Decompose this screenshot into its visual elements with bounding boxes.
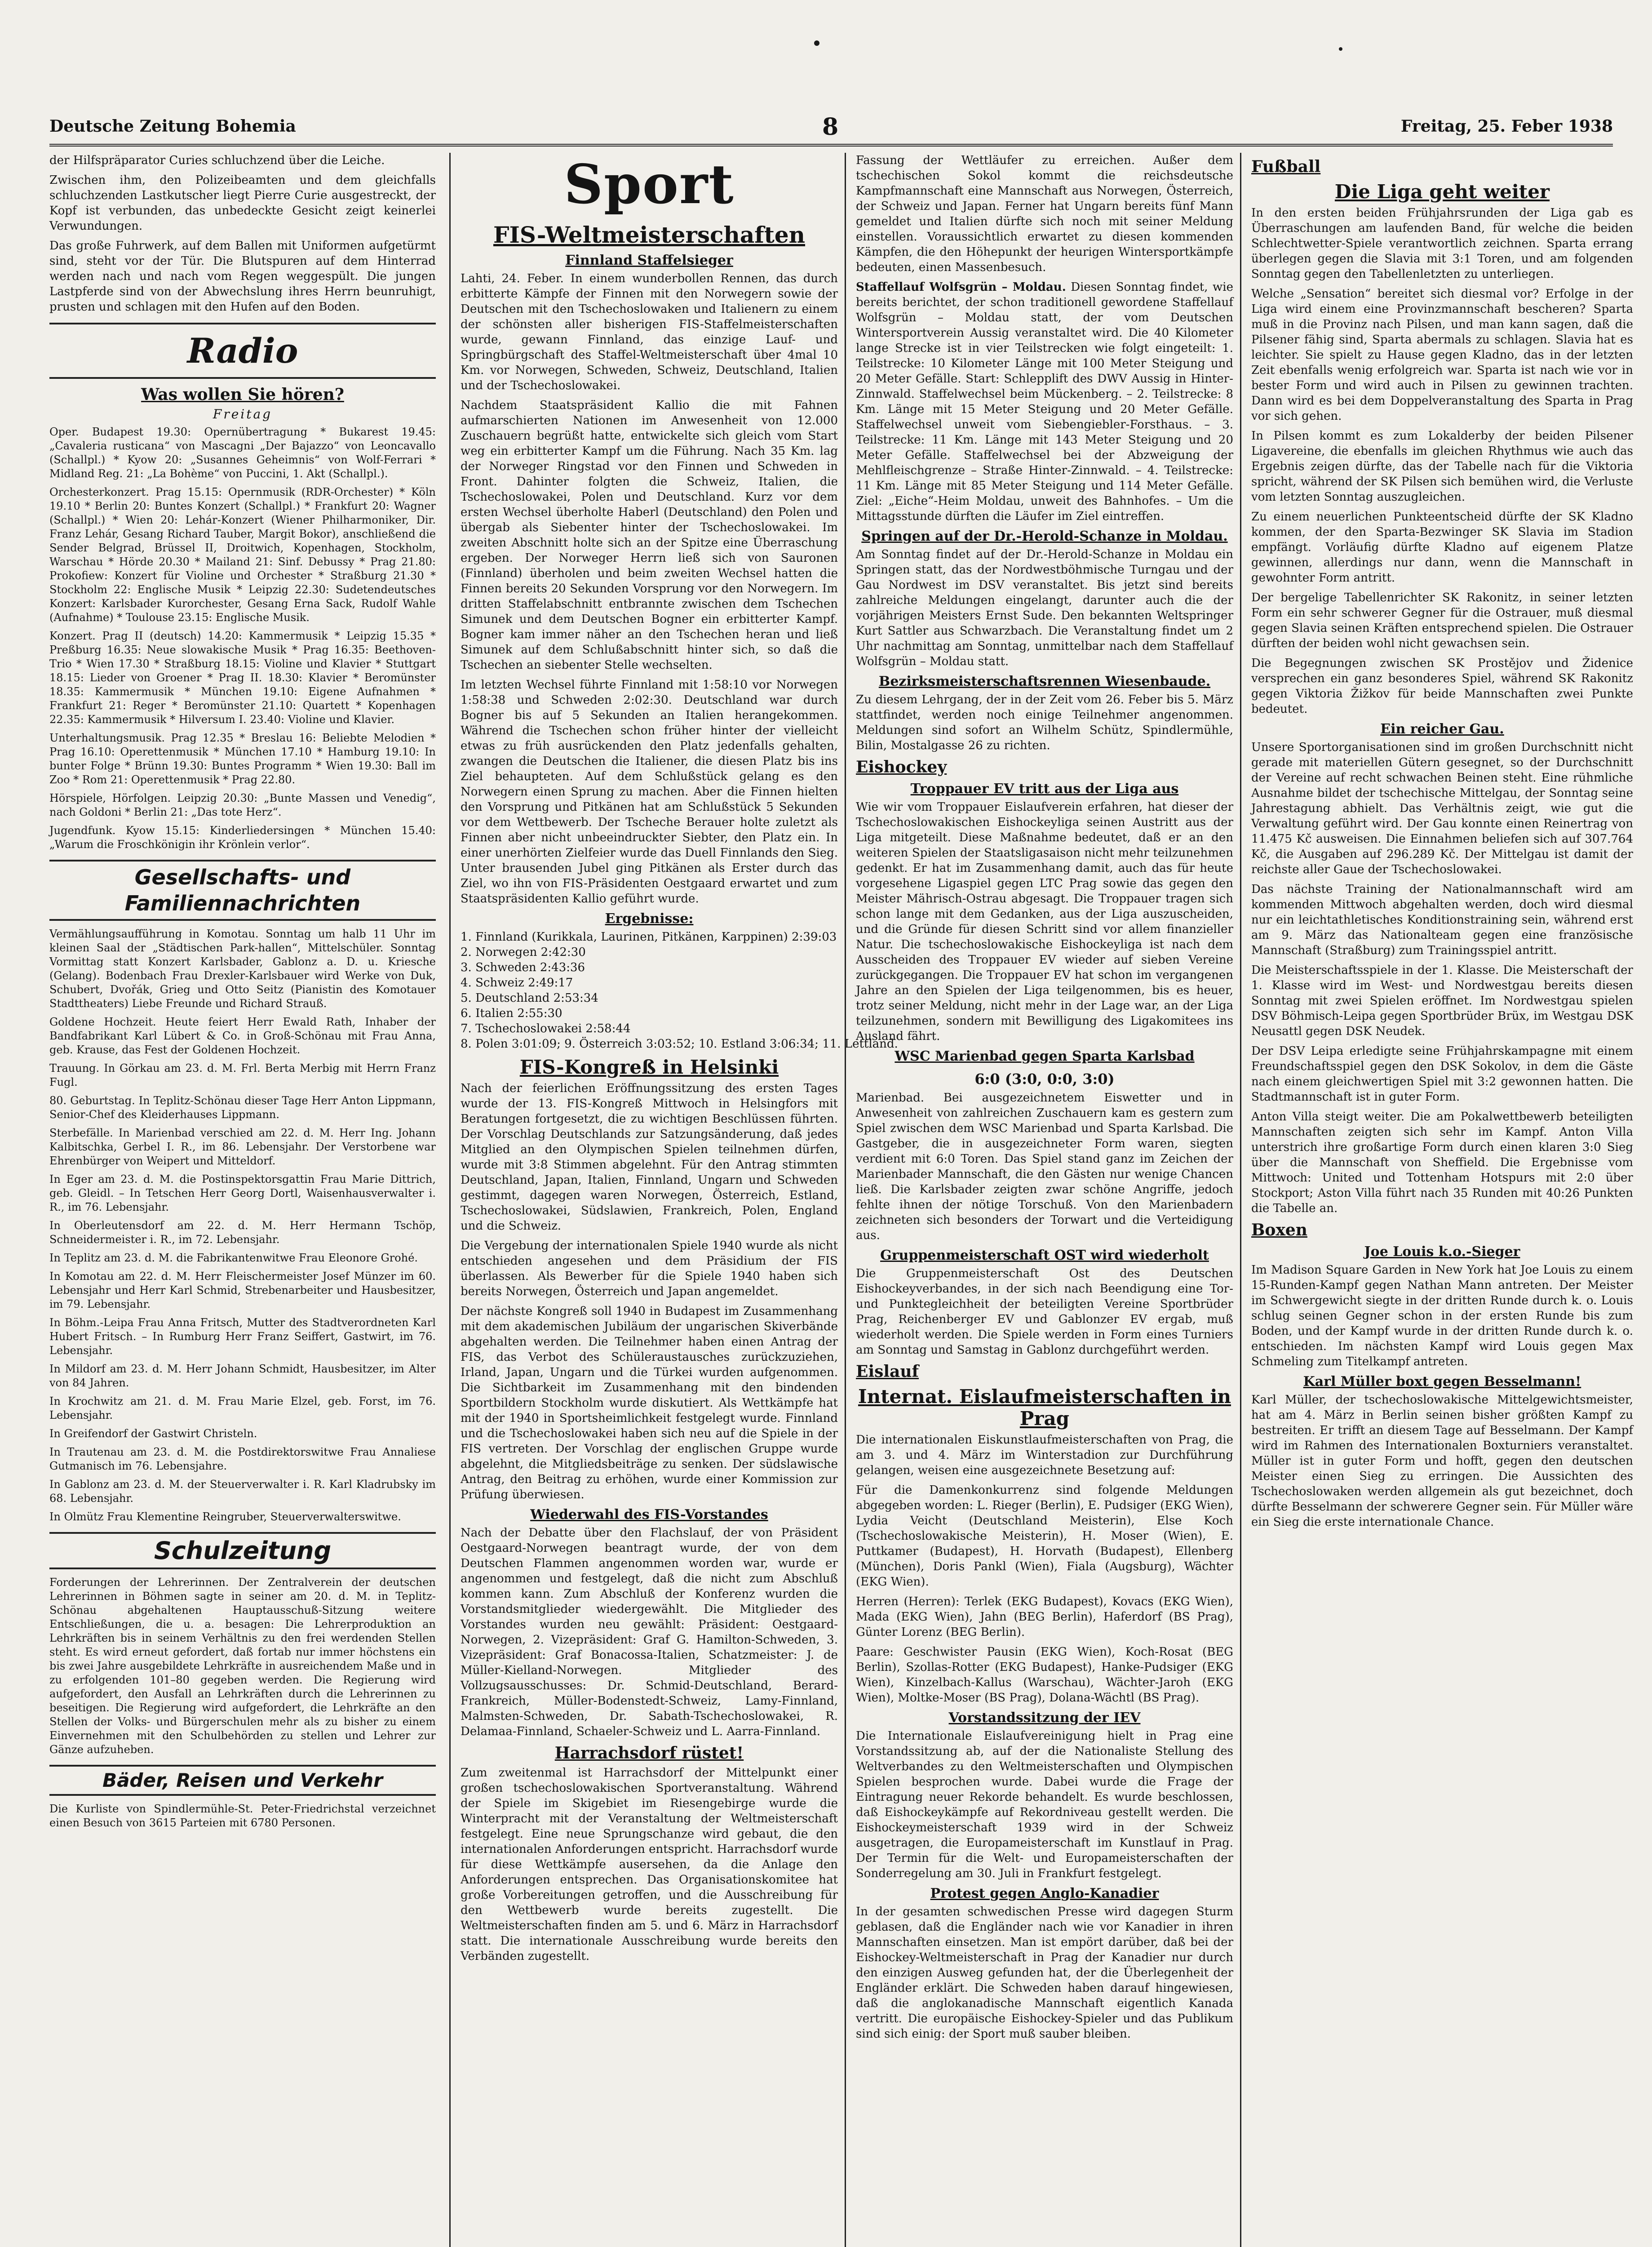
family-news-item: Trauung. In Görkau am 23. d. M. Frl. Berta Merbig mit Herrn Franz Fugl. bbox=[49, 1062, 436, 1088]
article-paragraph: Die Gruppenmeisterschaft Ost des Deutschen Eishockeyverbandes, in der sich nach Beendigung eine Tor- und Punktegleichheit der beteiligten Vereine Sportbrüder Prag, Reichenberger EV und Gablonzer EV ergab, muß wiederholt werden. Die Spiele werden in Form eines Turniers am Sonntag und Samstag in Gablonz durchgeführt werden. bbox=[856, 1267, 1233, 1357]
radio-program-item: Unterhaltungsmusik. Prag 12.35 * Breslau 16: Beliebte Melodien * Prag 16.10: Operettenmusik * München 17.10 * Hamburg 19.10: In bunter Folge * Brünn 19.30: Buntes Programm * Wien 19.30: Ball im Zoo * Rom 21: Operettenmusik * Prag 22.80. bbox=[49, 732, 436, 786]
family-news-item: In Mildorf am 23. d. M. Herr Johann Schmidt, Hausbesitzer, im Alter von 84 Jahren. bbox=[49, 1363, 436, 1389]
paper-name: Deutsche Zeitung Bohemia bbox=[49, 117, 296, 136]
result-line: 8. Polen 3:01:09; 9. Österreich 3:03:52; 10. Estland 3:06:34; 11. Lettland. bbox=[461, 1037, 898, 1051]
fussball-section-title: Fußball bbox=[1251, 157, 1321, 176]
family-news-item: In Olmütz Frau Klementine Reingruber, Steuerverwalterswitwe. bbox=[49, 1510, 401, 1523]
radio-program-item: Oper. Budapest 19.30: Opernübertragung * Bukarest 19.45: „Cavaleria rusticana“ von Mascagni „Der Bajazzo“ von Leoncavallo (Schallpl.) * Kyow 20: „Susannes Geheimnis“ von Wolf-Ferrari * Midland Reg. 21: „La Bohème“ von Puccini, 1. Akt (Schallpl.). bbox=[49, 426, 436, 480]
column-4 bbox=[1240, 153, 1633, 2247]
article-paragraph: Zum zweitenmal ist Harrachsdorf der Mittelpunkt einer großen tschechoslowakischen Sportveranstaltung. Während der Spiele im Skigebiet im Riesengebirge wurde die Winterpracht mit der Veranstaltung der Weltmeisterschaft festgelegt. Eine neue Sprungschanze wird gebaut, die den internationalen Anforderungen entspricht. Harrachsdorf wurde für diese Wettkämpfe ausersehen, da die Anlage den Anforderungen entsprechen. Das Organisationskomitee hat große Vorbereitungen getroffen, und die Ausschreibung für den Wettbewerb wurde bereits zugestellt. Die Weltmeisterschaften finden am 5. und 6. März in Harrachsdorf statt. Die internationale Ausschreibung wurde bereits den Verbänden zugestellt. bbox=[461, 1766, 838, 1963]
family-news-item: In Trautenau am 23. d. M. die Postdirektorswitwe Frau Annaliese Gutmanisch im 76. Lebensjahre. bbox=[49, 1446, 436, 1472]
school-news-title: Schulzeitung bbox=[49, 1532, 436, 1569]
article-headline: FIS-Kongreß in Helsinki bbox=[519, 1056, 779, 1078]
ink-speck bbox=[1339, 47, 1342, 51]
article-headline: Die Liga geht weiter bbox=[1334, 181, 1550, 203]
radio-section-title: Radio bbox=[49, 323, 436, 379]
family-news-title: Gesellschafts- und Familiennachrichten bbox=[49, 860, 436, 921]
result-line: 4. Schweiz 2:49:17 bbox=[461, 976, 573, 990]
results-list bbox=[461, 929, 898, 1052]
article-subheadline: WSC Marienbad gegen Sparta Karlsbad bbox=[895, 1048, 1195, 1064]
result-line: 1. Finnland (Kurikkala, Laurinen, Pitkänen, Karppinen) 2:39:03 bbox=[461, 930, 837, 944]
family-news-item: In Oberleutensdorf am 22. d. M. Herr Hermann Tschöp, Schneidermeister i. R., im 72. Lebensjahr. bbox=[49, 1219, 436, 1246]
article-paragraph: Im Madison Square Garden in New York hat Joe Louis zu einem 15-Runden-Kampf gegen Nathan Mann antreten. Der Meister im Schwergewicht siegte in der dritten Runde durch k. o. Louis schlug seinen Gegner schon in der ersten Runde bis zum Boden, und der Kampf wurde in der dritten Runde durch k. o. entschieden. Im nächsten Kampf wird Louis gegen Max Schmeling zum Titelkampf antreten. bbox=[1251, 1263, 1633, 1368]
article-paragraph: Marienbad. Bei ausgezeichnetem Eiswetter und in Anwesenheit von zahlreichen Zuschauern kam es gestern zum Spiel zwischen dem WSC Marienbad und Sparta Karlsbad. Die Gastgeber, die in ausgezeichneter Form waren, siegten verdient mit 6:0 Toren. Das Spiel stand ganz im Zeichen der Marienbader Mannschaft, die den Gästen nur wenige Chancen ließ. Die Karlsbader zeigten zwar schöne Angriffe, jedoch fehlte ihnen der nötige Torschuß. Von den Marienbadern zeichneten sich besonders der Torwart und die Verteidigung aus. bbox=[856, 1091, 1233, 1242]
radio-program-item: Konzert. Prag II (deutsch) 14.20: Kammermusik * Leipzig 15.35 * Preßburg 16.35: Neue slowakische Musik * Prag 16.35: Beethoven-Trio * Wien 17.30 * Straßburg 18.15: Violine und Klavier * Stuttgart 18.15: Lieder von Groener * Prag II. 18.30: Klavier * Beromünster 18.35: Kammermusik * München 19.10: Eigene Aufnahmen * Frankfurt 21: Reger * Beromünster 21.10: Quartett * Kopenhagen 22.35: Kammermusik * Hilversum I. 23.40: Violine und Klavier. bbox=[49, 630, 436, 726]
article-paragraph: Die Meisterschaftsspiele in der 1. Klasse. Die Meisterschaft der 1. Klasse wird im West- und Nordwestgau bereits diesen Sonntag mit zwei Spielen eröffnet. Im Nordwestgau spielen DSV Böhmisch-Leipa gegen Sportbrüder Brüx, im Westgau DSK Neusattl gegen DSK Neudek. bbox=[1251, 964, 1633, 1038]
article-paragraph bbox=[856, 280, 1233, 524]
family-news-item: In Greifendorf der Gastwirt Christeln. bbox=[49, 1427, 257, 1440]
article-subheadline: Wiederwahl des FIS-Vorstandes bbox=[530, 1507, 768, 1523]
ink-speck bbox=[814, 40, 819, 46]
result-line: 2. Norwegen 2:42:30 bbox=[461, 946, 586, 959]
intro-paragraph: Das große Fuhrwerk, auf dem Ballen mit Uniformen aufgetürmt sind, steht vor der Tür. Die Blutspuren auf dem Hinterrad werden nach und nach vom Regen weggespült. Die jungen Lastpferde sind von der Abwechslung ihres Herrn beunruhigt, prusten und schlagen mit den Hufen auf den Boden. bbox=[49, 239, 436, 314]
eislauf-section-title: Eislauf bbox=[856, 1362, 919, 1381]
inline-heading: Staffellauf Wolfsgrün – Moldau. bbox=[856, 280, 1066, 294]
travel-news-text: Die Kurliste von Spindlermühle-St. Peter-Friedrichstal verzeichnet einen Besuch von 3615 Parteien mit 6780 Personen. bbox=[49, 1803, 436, 1829]
article-paragraph: In Pilsen kommt es zum Lokalderby der beiden Pilsener Ligavereine, die ebenfalls im gleichen Rhythmus wie auch das Ergebnis zeigen dürfte, das der Tabelle nach für die Viktoria spricht, während der SK Pilsen sich bemühen wird, die Verluste vom letzten Sonntag auszugleichen. bbox=[1251, 429, 1633, 504]
intro-paragraph: Zwischen ihm, den Polizeibeamten und dem gleichfalls schluchzenden Lastkutscher liegt Pierre Curie ausgestreckt, der Kopf ist verbunden, das unbedeckte Gesicht zeigt keinerlei Verwundungen. bbox=[49, 173, 436, 233]
radio-program-item: Jugendfunk. Kyow 15.15: Kinderliedersingen * München 15.40: „Warum die Froschkönigin ihr Krönlein verlor“. bbox=[49, 824, 436, 851]
article-paragraph: Für die Damenkonkurrenz sind folgende Meldungen abgegeben worden: L. Rieger (Berlin), E. Pudsiger (EKG Wien), Lydia Veicht (Deutschland Meisterin), Else Koch (Tschechoslowakische Meisterin), H. Moser (Wien), E. Puttkamer (Budapest), H. Horvath (Budapest), Ellenberg (München), Doris Pankl (Wien), Fiala (Augsburg), Wächter (EKG Wien). bbox=[856, 1483, 1233, 1589]
article-paragraph: Der nächste Kongreß soll 1940 in Budapest im Zusammenhang mit dem akademischen Jubiläum der ungarischen Skiverbände abgehalten werden. Die Teilnehmer haben einen Antrag der FIS, das Verbot des Schüleraustausches zurückzuziehen, Irland, Japan, Ungarn und die Türkei wurden aufgenommen. Die Sichtbarkeit im Zusammenhang mit den bindenden Sportbildern Stockholm wurde diskutiert. Als Wettkämpfe hat mit der 1940 in Sportsheimlichkeit festgelegt wurde. Finnland und die Tschechoslowakei haben sich neu auf die Spiele in der FIS vertreten. Der Vorschlag der englischen Gruppe wurde abgelehnt, die Mitgliedsbeiträge zu senken. Der südslawische Antrag, den Beitrag zu erhöhen, wurde einer Kommission zur Prüfung überwiesen. bbox=[461, 1305, 838, 1501]
radio-question: Was wollen Sie hören? bbox=[141, 385, 344, 404]
article-subheadline: Protest gegen Anglo-Kanadier bbox=[930, 1886, 1159, 1901]
article-subheadline: Joe Louis k.o.-Sieger bbox=[1364, 1244, 1520, 1260]
article-paragraph: Das nächste Training der Nationalmannschaft wird am kommenden Mittwoch abgehalten werden, doch wird diesmal nur ein leichtathletisches Konditionstraining sein, während erst am 9. März das Nationalteam gegen eine französische Mannschaft (Straßburg) zum Trainingsspiel antritt. bbox=[1251, 883, 1633, 957]
article-paragraph: Lahti, 24. Feber. In einem wunderbollen Rennen, das durch erbitterte Kämpfe der Finnen mit den Norwegern sowie der Deutschen mit den Tschechoslowaken und Italienern zu einem der schönsten aller bisherigen FIS-Staffelmeisterschaften wurde, gewann Finnland, das einzige Lauf- und Springbürgschaft des Staffel-Weltmeisterschaft über 4mal 10 Km. vor Norwegen, Schweden, Schweiz, Deutschland, Italien und der Tschechoslowakei. bbox=[461, 272, 838, 392]
article-paragraph: Unsere Sportorganisationen sind im großen Durchschnitt nicht gerade mit materiellen Gütern gesegnet, so der Durchschnitt der Vereine auf recht schwachen Beinen steht. Eine rühmliche Ausnahme bildet der tschechische Mittelgau, der Sonntag seine Jahrestagung abhielt. Das Verhältnis zeigt, wie gut die Verwaltung geführt wird. Der Gau konnte einen Reinertrag von 11.475 Kč ausweisen. Die Einnahmen beliefen sich auf 307.764 Kč, die Ausgaben auf 296.289 Kč. Der Mittelgau ist damit der reichste aller Gaue der Tschechoslowakei. bbox=[1251, 741, 1633, 876]
family-news-item: Sterbefälle. In Marienbad verschied am 22. d. M. Herr Ing. Johann Kalbitschka, Gerbel I. R., im 86. Lebensjahr. Der Verstorbene war Ehrenbürger von Weipert und Mitteldorf. bbox=[49, 1127, 436, 1167]
column-1 bbox=[49, 153, 436, 2247]
article-paragraph: Paare: Geschwister Pausin (EKG Wien), Koch-Rosat (BEG Berlin), Szollas-Rotter (EKG Budapest), Hanke-Pudsiger (EKG Wien), Kinzelbach-Kallus (Warschau), Wächter-Jaroh (EKG Wien), Moltke-Moser (BS Prag), Dolana-Wächtl (BS Prag). bbox=[856, 1645, 1233, 1705]
article-paragraph: Herren (Herren): Terlek (EKG Budapest), Kovacs (EKG Wien), Mada (EKG Wien), Jahn (BEG Berlin), Haferdorf (BS Prag), Günter Lorenz (BEG Berlin). bbox=[856, 1595, 1233, 1639]
family-news-item: In Gablonz am 23. d. M. der Steuerverwalter i. R. Karl Kladrubsky im 68. Lebensjahr. bbox=[49, 1478, 436, 1505]
radio-program-item: Hörspiele, Hörfolgen. Leipzig 20.30: „Bunte Massen und Venedig“, nach Goldoni * Berlin 21: „Das tote Herz“. bbox=[49, 792, 436, 818]
article-text: Diesen Sonntag findet, wie bereits berichtet, der schon traditionell gewordene Staffellauf Wolfsgrün – Moldau statt, der vom Deutschen Wintersportverein Aussig veranstaltet wird. Die 40 Kilometer lange Strecke ist in vier Teilstrecken wie folgt eingeteilt: 1. Teilstrecke: 10 Kilometer Länge mit 100 Meter Steigung und 20 Meter Gefälle. Start: Schlepplift des DWV Aussig in Hinter-Zinnwald. Staffelwechsel beim Mückenberg. – 2. Teilstrecke: 8 Km. Länge mit 15 Meter Steigung und 20 Meter Gefälle. Staffelwechsel unweit vom Siebengiebler-Forsthaus. – 3. Teilstrecke: 11 Km. Länge mit 143 Meter Steigung und 20 Meter Gefälle. Staffelwechsel bei der Abzweigung der Mehlfleischgrenze – Straße Hinter-Zinnwald. – 4. Teilstrecke: 11 Km. Länge mit 85 Meter Steigung und 114 Meter Gefälle. Ziel: „Eiche“-Heim Moldau, unweit des Bahnhofes. – Um die Mittagsstunde dürften die Läufer im Ziel eintreffen. bbox=[856, 280, 1233, 523]
family-news-item: In Eger am 23. d. M. die Postinspektorsgattin Frau Marie Dittrich, geb. Gleidl. – In Tetschen Herr Georg Dortl, Waisenhausverwalter i. R., im 76. Lebensjahr. bbox=[49, 1173, 436, 1213]
article-paragraph: Karl Müller, der tschechoslowakische Mittelgewichtsmeister, hat am 4. März in Berlin seinen bisher größten Kampf zu bestreiten. Er trifft an diesem Tage auf Besselmann. Der Kampf wird im Rahmen des Internationalen Boxturniers veranstaltet. Müller ist in guter Form und hofft, gegen den deutschen Meister einen Sieg zu erringen. Die Aussichten des Tschechoslowaken werden allgemein als gut bezeichnet, doch dürfte Besselmann der schwerere Gegner sein. Für Müller wäre ein Sieg die erste internationale Chance. bbox=[1251, 1393, 1633, 1529]
match-score: 6:0 (3:0, 0:0, 3:0) bbox=[974, 1070, 1115, 1088]
intro-paragraph: der Hilfspräparator Curies schluchzend über die Leiche. bbox=[49, 154, 385, 167]
article-subheadline: Troppauer EV tritt aus der Liga aus bbox=[910, 781, 1179, 797]
page-number: 8 bbox=[822, 113, 839, 141]
masthead bbox=[49, 113, 1613, 147]
article-paragraph: Die internationalen Eiskunstlaufmeisterschaften von Prag, die am 3. und 4. März im Winterstadion zur Durchführung gelangen, weisen eine ausgezeichnete Besetzung auf: bbox=[856, 1433, 1233, 1477]
radio-program-item: Orchesterkonzert. Prag 15.15: Opernmusik (RDR-Orchester) * Köln 19.10 * Berlin 20: Buntes Konzert (Schallpl.) * Frankfurt 20: Wagner (Schallpl.) * Wien 20: Lehár-Konzert (Wiener Philharmoniker, Dir. Franz Lehár, Gesang Richard Tauber, Margit Bokor), anschließend die Sender Belgrad, Brüssel II, Droitwich, Kopenhagen, Stockholm, Warschau * Hörde 20.30 * Mailand 21: Sinf. Debussy * Prag 21.80: Prokofiew: Konzert für Violine und Orchester * Straßburg 21.30 * Stockholm 22: Englische Musik * Leipzig 22.30: Sudetendeutsches Konzert: Karlsbader Kurorchester, Gesang Erna Sack, Rudolf Wahle (Aufnahme) * Toulouse 23.15: Englische Musik. bbox=[49, 486, 436, 624]
article-paragraph: Wie wir vom Troppauer Eislaufverein erfahren, hat dieser der Tschechoslowakischen Eishockeyliga seinen Austritt aus der Liga mitgeteilt. Diese Maßnahme bedeutet, daß er an den weiteren Spielen der Staatsligasaison nicht mehr teilzunehmen gedenkt. Er hat im Zusammenhang damit, auch das für heute vorgesehene Ligaspiel gegen LTC Prag sowie das gegen den Meister Mährisch-Ostrau abgesagt. Die Troppauer tragen sich schon lange mit dem Gedanken, aus der Liga auszuscheiden, und die Gründe für diesen Schritt sind vor allem finanzieller Natur. Die tschechoslowakische Eishockeyliga ist nach dem Ausscheiden des Troppauer EV wieder auf sieben Vereine zurückgegangen. Die Troppauer EV hat schon im vergangenen Jahre an den Spielen der Liga teilgenommen, bis es heuer, trotz seiner Meldung, nicht mehr in der Lage war, an der Liga teilzunehmen, sondern mit Bewilligung des Ligakomitees ins Ausland fährt. bbox=[856, 800, 1233, 1043]
result-line: 7. Tschechoslowakei 2:58:44 bbox=[461, 1022, 631, 1035]
article-paragraph: Im letzten Wechsel führte Finnland mit 1:58:10 vor Norwegen 1:58:38 und Schweden 2:02:30. Deutschland war durch Bogner bis auf 5 Sekunden an Italien herangekommen. Während die Tschechen schon früher hinter der vielleicht etwas zu früh ausrückenden den Platz jedenfalls gehalten, zwangen die Deutschen die Italiener, die diesen Platz bis ins Ziel behaupteten. Auf dem Schlußstück gelang es den Norwegern einen Sprung zu machen. Aber die Finnen hielten den Vorsprung und Pitkänen hat am Schlußstück 5 Sekunden vor dem Wettbewerb. Der Tscheche Berauer holte zuletzt als Finnen aber nicht unbeeindruckter Siebter, den Platz ein. In einer unerhörten Zielfeier wurde das Duell Finnlands den Sieg. Unter brausenden Jubel ging Pitkänen als Erster durch das Ziel, wo ihn von FIS-Präsidenten Oestgaard erwartet und zum Staatspräsidenten Kallio geführt wurde. bbox=[461, 678, 838, 906]
family-news-item: In Komotau am 22. d. M. Herr Fleischermeister Josef Münzer im 60. Lebensjahr und Herr Karl Schmid, Strebenarbeiter und Hausbesitzer, im 79. Lebensjahr. bbox=[49, 1270, 436, 1310]
result-line: 3. Schweden 2:43:36 bbox=[461, 961, 585, 974]
article-subheadline: Gruppenmeisterschaft OST wird wiederholt bbox=[880, 1248, 1209, 1263]
issue-date: Freitag, 25. Feber 1938 bbox=[1400, 117, 1613, 136]
article-paragraph: Zu diesem Lehrgang, der in der Zeit vom 26. Feber bis 5. März stattfindet, werden noch einige Teilnehmer angenommen. Meldungen sind sofort an Wilhelm Schütz, Spindlermühle, Bilin, Mostalgasse 26 zu richten. bbox=[856, 693, 1233, 752]
result-line: 6. Italien 2:55:30 bbox=[461, 1007, 562, 1020]
family-news-item: Vermählungsaufführung in Komotau. Sonntag um halb 11 Uhr im kleinen Saal der „Städtischen Park-hallen“, Mittelschüler. Sonntag Vormittag statt Konzert Karlsbader, Gablonz a. D. u. Kriesche (Gelang). Bodenbach Frau Drexler-Karlsbauer wird Werke von Duk, Schubert, Dvořák, Grieg und Otto Seitz (Pianistin des Komotauer Stadttheaters) Liebe Freunde und Richard Strauß. bbox=[49, 928, 436, 1010]
article-headline: Internat. Eislaufmeisterschaften in Prag bbox=[858, 1386, 1231, 1430]
family-news-item: In Böhm.-Leipa Frau Anna Fritsch, Mutter des Stadtverordneten Karl Hubert Fritsch. – In Rumburg Herr Franz Seiffert, Gastwirt, im 76. Lebensjahr. bbox=[49, 1316, 436, 1357]
family-news-item: 80. Geburtstag. In Teplitz-Schönau dieser Tage Herr Anton Lippmann, Senior-Chef des Kleiderhauses Lippmann. bbox=[49, 1094, 436, 1121]
article-paragraph: Anton Villa steigt weiter. Die am Pokalwettbewerb beteiligten Mannschaften zeigten sich sehr im Kampf. Anton Villa unterstrich ihre großartige Form durch einen klaren 3:0 Sieg über die Mannschaft von Sheffield. Die Ergebnisse vom Mittwoch: United und Tottenham Hotspurs mit 2:0 über Stockport; Aston Villa führt nach 35 Runden mit 40:26 Punkten die Tabelle an. bbox=[1251, 1110, 1633, 1215]
article-subheadline: Springen auf der Dr.-Herold-Schanze in Moldau. bbox=[861, 528, 1228, 544]
article-paragraph: Der bergelige Tabellenrichter SK Rakonitz, in seiner letzten Form ein sehr schwerer Gegner für die Ostrauer, muß diesmal gegen Slavia seinen Kräften entsprechend spielen. Die Ostrauer dürften der beiden wohl nicht gewachsen sein. bbox=[1251, 591, 1633, 650]
article-paragraph: Zu einem neuerlichen Punkteentscheid dürfte der SK Kladno kommen, der den Sparta-Bezwinger SK Slavia im Stadion empfängt. Vorläufig dürfte Kladno auf eigenem Platze gewinnen, allerdings nur dann, wenn die Mannschaft in gewohnter Form antritt. bbox=[1251, 510, 1633, 585]
article-subheadline: Harrachsdorf rüstet! bbox=[554, 1744, 744, 1763]
article-subheadline: Finnland Staffelsieger bbox=[565, 253, 733, 268]
article-paragraph: Nachdem Staatspräsident Kallio die mit Fahnen aufmarschierten Nationen im Anwesenheit von 12.000 Zuschauern begrüßt hatte, entwickelte sich gleich vom Start weg ein erbitterter Kampf um die Führung. Nach 35 Km. lag der Norweger Ringstad vor den Finnen und Schweden in Front. Dahinter folgten die Schweiz, Italien, die Tschechoslowakei, Polen und Deutschland. Kurz vor dem ersten Wechsel überholte Haberl (Deutschland) den Polen und übergab als Siebenter hinter der Tschechoslowakei. Im zweiten Abschnitt holte sich an der Spitze eine Überraschung ergeben. Der Norweger Herrn ließ sich von Sauronen (Finnland) überholen und beim zweiten Wechsel hatten die Finnen bereits 20 Sekunden Vorsprung vor den Norwegern. Im dritten Staffelabschnitt entbrannte zwischen dem Tschechen Simunek und dem Deutschen Bogner ein erbitterter Kampf. Bogner kam immer näher an den Tschechen heran und ließ Simunek auf dem Schlußabschnitt hinter sich, so daß die Tschechen an siebenter Stelle wechselten. bbox=[461, 399, 838, 672]
newspaper-page bbox=[40, 27, 1633, 2247]
radio-day: Freitag bbox=[213, 407, 273, 422]
article-headline: FIS-Weltmeisterschaften bbox=[493, 222, 806, 248]
article-paragraph: In den ersten beiden Frühjahrsrunden der Liga gab es Überraschungen am laufenden Band, für welche die beiden Schlechtwetter-Spiele verantwortlich zeichnen. Sparta errang überlegen gegen die Slavia mit 3:1 Toren, und am folgenden Sonntag gegen den Tabellenletzten zu unterliegen. bbox=[1251, 206, 1633, 281]
boxen-section-title: Boxen bbox=[1251, 1221, 1307, 1239]
article-paragraph: Die Vergebung der internationalen Spiele 1940 wurde als nicht entschieden angesehen und dem Präsidium der FIS überlassen. Als Bewerber für die Spiele 1940 haben sich bereits Norwegen, Österreich und Japan angemeldet. bbox=[461, 1239, 838, 1298]
article-paragraph: Nach der feierlichen Eröffnungssitzung des ersten Tages wurde der 13. FIS-Kongreß Mittwoch in Helsingfors mit Beratungen fortgesetzt, die zu wichtigen Beschlüssen führten. Der Vorschlag Deutschlands zur Satzungsänderung, daß jedes Mitglied an den Olympischen Spielen teilnehmen dürfen, wurde mit 3:8 Stimmen abgelehnt. Für den Antrag stimmten Deutschland, Japan, Italien, Finnland, Ungarn und Schweden gestimmt, dagegen waren Norwegen, Österreich, Estland, Tschechoslowakei, Südslawien, Frankreich, Polen, England und die Schweiz. bbox=[461, 1082, 838, 1233]
family-news-item: Goldene Hochzeit. Heute feiert Herr Ewald Rath, Inhaber der Bandfabrikant Karl Lübert & Co. in Groß-Schönau mit Frau Anna, geb. Krause, das Fest der Goldenen Hochzeit. bbox=[49, 1016, 436, 1056]
article-paragraph: Fassung der Wettläufer zu erreichen. Außer dem tschechischen Sokol kommt die reichsdeutsche Kampfmannschaft eine Mannschaft aus Norwegen, Österreich, der Schweiz und Japan. Ferner hat Ungarn bereits fünf Mann gemeldet und Italien dürfte sich noch mit seiner Meldung einstellen. Voraussichtlich erwartet zu diesen kommenden Kämpfen, die den Höhepunkt der heurigen Wintersportkämpfe bedeuten, einen Massenbesuch. bbox=[856, 154, 1233, 274]
article-paragraph: Am Sonntag findet auf der Dr.-Herold-Schanze in Moldau ein Springen statt, das der Nordwestböhmische Turngau und der Gau Nordwest im DSV veranstaltet. Bis jetzt sind bereits zahlreiche Meldungen eingelangt, darunter auch die der vorjährigen Meisters Ernst Sude. Den bekannten Weltspringer Kurt Sattler aus Schwarzbach. Die Veranstaltung findet um 2 Uhr nachmittag am Sonntag, unmittelbar nach dem Staffellauf Wolfsgrün – Moldau statt. bbox=[856, 548, 1233, 668]
result-line: 5. Deutschland 2:53:34 bbox=[461, 991, 598, 1005]
article-paragraph: Der DSV Leipa erledigte seine Frühjahrskampagne mit einem Freundschaftsspiel gegen den DSK Sokolov, in dem die Gäste nach einem gleichwertigen Spiel mit 3:2 gewonnen hatten. Die Stadtmannschaft ist in guter Form. bbox=[1251, 1044, 1633, 1104]
article-paragraph: Die Begegnungen zwischen SK Prostějov und Židenice versprechen ein ganz besonderes Spiel, während SK Rakonitz gegen Viktoria Žižkov für beide Mannschaften zwei Punkte bedeutet. bbox=[1251, 657, 1633, 716]
article-subheadline: Karl Müller boxt gegen Besselmann! bbox=[1303, 1374, 1581, 1390]
article-paragraph: Nach der Debatte über den Flachslauf, der von Präsident Oestgaard-Norwegen beantragt wurde, der von dem Deutschen Flammen angenommen worden war, wurde er angenommen und festgelegt, daß die nicht zum Abschluß kommen kann. Zum Abschluß der Konferenz wurden die Vorstandsmitglieder wiedergewählt. Die Mitglieder des Vorstandes wurden neu gewählt: Präsident: Oestgaard-Norwegen, 2. Vizepräsident: Graf G. Hamilton-Schweden, 3. Vizepräsident: Graf Bonacossa-Italien, Schatzmeister: J. de Müller-Kielland-Norwegen. Mitglieder des Vollzugsausschusses: Dr. Schmid-Deutschland, Berard-Frankreich, Müller-Bodenstedt-Schweiz, Lamy-Finnland, Malmsten-Schweden, Dr. Sabath-Tschechoslowakei, R. Delamaa-Finnland, Schaeler-Schweiz und L. Aarra-Finnland. bbox=[461, 1526, 838, 1738]
article-subheadline: Bezirksmeisterschaftsrennen Wiesenbaude. bbox=[878, 674, 1211, 689]
article-subheadline: Vorstandssitzung der IEV bbox=[948, 1710, 1141, 1726]
results-heading: Ergebnisse: bbox=[605, 911, 694, 927]
school-news-text: Forderungen der Lehrerinnen. Der Zentralverein der deutschen Lehrerinnen in Böhmen sagte in seiner am 20. d. M. in Teplitz-Schönau abgehaltenen Hauptausschuß-Sitzung weitere Entschließungen, die u. a. besagen: Die Lehrerproduktion an Lehrkräften bis in seinem Verhältnis zu den frei werdenden Stellen steht. Es wird erneut gefordert, daß fortab nur immer höchstens ein bis zwei Jahre ausgebildete Lehrkräfte in ausreichendem Maße und in zu erfolgenden 101–80 gegeben werden. Die Regierung wird aufgefordert, den Ausfall an Lehrkräften durch die Lehrerinnen zu beseitigen. Die Regierung wird aufgefordert, die Lehrkräfte an den Stellen der Volks- und Bürgerschulen mehr als zu bisher zu einem Einvernehmen mit den Schulbehörden zu stellen und Lehrer zur Gänze aufzuheben. bbox=[49, 1576, 436, 1756]
family-news-item: In Teplitz am 23. d. M. die Fabrikantenwitwe Frau Eleonore Grohé. bbox=[49, 1252, 418, 1264]
eishockey-section-title: Eishockey bbox=[856, 758, 947, 777]
article-paragraph: In der gesamten schwedischen Presse wird dagegen Sturm geblasen, daß die Engländer nach wie vor Kanadier in ihren Mannschaften einsetzen. Man ist empört darüber, daß bei der Eishockey-Weltmeisterschaft in Prag der Kanadier nur durch den einzigen Ausweg gefunden hat, der die Überlegenheit der Engländer erklärt. Die Schweden haben darauf hingewiesen, daß die anglokanadische Mannschaft eigentlich Kanada vertritt. Die europäische Eishockey-Spieler und das Publikum sind sich einig: der Sport muß sauber bleiben. bbox=[856, 1905, 1233, 2041]
article-paragraph: Die Internationale Eislaufvereinigung hielt in Prag eine Vorstandssitzung ab, auf der die Nationaliste Stellung des Weltverbandes zu den Weltmeisterschaften und Olympischen Spielen besprochen wurde. Dabei wurde die Frage der Eintragung neuer Rekorde behandelt. Es wurde beschlossen, daß Eishockeykämpfe auf Rekordniveau gestellt werden. Die Eishockeymeisterschaft 1939 wird in der Schweiz ausgetragen, die Europameisterschaft im Kunstlauf in Prag. Der Termin für die Welt- und Europameisterschaften der Sonderregelung am 30. Juli in Frankfurt festgelegt. bbox=[856, 1729, 1233, 1880]
travel-news-title: Bäder, Reisen und Verkehr bbox=[49, 1765, 436, 1796]
sport-section-title: Sport bbox=[564, 153, 735, 216]
family-news-item: In Krochwitz am 21. d. M. Frau Marie Elzel, geb. Forst, im 76. Lebensjahr. bbox=[49, 1395, 436, 1421]
column-3 bbox=[845, 153, 1233, 2247]
article-paragraph: Welche „Sensation“ bereitet sich diesmal vor? Erfolge in der Liga wird einem eine Provinzmannschaft bescheren? Sparta muß in die Provinz nach Pilsen, und man kann sagen, daß die Pilsener fähig sind, Sparta abermals zu schlagen. Slavia hat es leichter. Sie spielt zu Hause gegen Kladno, das in der letzten Zeit ebenfalls wenig erfolgreich war. Sparta ist nach wie vor in bester Form und wird auch in Pilsen zu gewinnen trachten. Dann wird es bei dem Doppelveranstaltung des Sparta in Prag vor sich gehen. bbox=[1251, 287, 1633, 423]
article-subheadline: Ein reicher Gau. bbox=[1380, 721, 1504, 737]
